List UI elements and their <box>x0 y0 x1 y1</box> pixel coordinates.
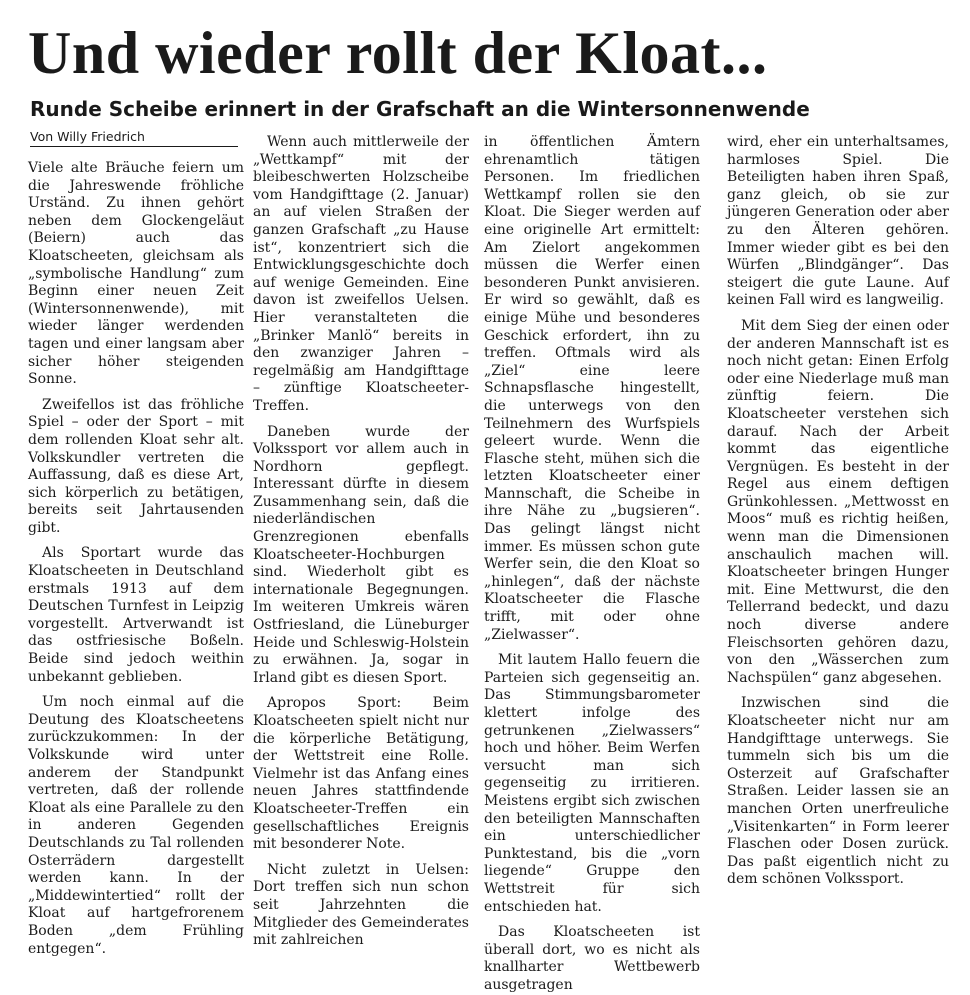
paragraph: Mit lautem Hallo feuern die Parteien sich gegenseitig an. Das Stimmungsbarometer klettert infolge des getrunkenen „Zielwassers“ hoch und höher. Beim Werfen versucht man sich gegenseitig zu irritieren. Meistens ergibt sich zwischen den beteiligten Mannschaften ein unterschiedlicher Punktestand, bis die „vorn liegende“ Gruppe den Wettstreit für sich entschieden hat. <box>484 652 700 915</box>
paragraph: wird, eher ein unterhaltsames, harmloses Spiel. Die Beteiligten haben ihren Spaß, ganz gleich, ob sie zur jüngeren Generation oder aber zu den Älteren gehören. Immer wieder gibt es bei den Würfen „Blindgänger“. Das steigert die gute Laune. Auf keinen Fall wird es langweilig. <box>727 134 949 309</box>
paragraph: Nicht zuletzt in Uelsen: Dort treffen sich nun schon seit Jahrzehnten die Mitglieder des Gemeinderates mit zahlreichen <box>253 861 469 949</box>
paragraph: Wenn auch mittlerweile der „Wettkampf“ mit der bleibeschwerten Holzscheibe vom Handgifttage (2. Januar) an auf vielen Straßen der ganzen Grafschaft „zu Hause ist“, konzentriert sich die Entwicklungsgeschichte doch auf wenige Gemeinden. Eine davon ist zweifellos Uelsen. Hier veranstalteten die „Brinker Manlö“ bereits in den zwanziger Jahren – regelmäßig am Handgifttage – zünftige Kloatscheeter-Treffen. <box>253 134 469 414</box>
paragraph: Das Kloatscheeten ist überall dort, wo es nicht als knallharter Wettbewerb ausgetragen <box>484 924 700 993</box>
paragraph: Als Sportart wurde das Kloatscheeten in Deutschland erstmals 1913 auf dem Deutschen Turnfest in Leipzig vorgestellt. Artverwandt ist das ostfriesische Boßeln. Beide sind jedoch weithin unbekannt geblieben. <box>28 545 244 685</box>
article-column-3 <box>484 134 700 993</box>
paragraph: Um noch einmal auf die Deutung des Kloatscheetens zurückzukommen: In der Volkskunde wird unter anderem der Standpunkt vertreten, daß der rollende Kloat als eine Parallele zu den in anderen Gegenden Deutschlands zu Tal rollenden Osterrädern dargestellt werden kann. In der „Middewintertied“ rollt der Kloat auf hartgefrorenem Boden „dem Frühling entgegen“. <box>28 694 244 957</box>
article-byline: Von Willy Friedrich <box>30 129 238 147</box>
paragraph: Daneben wurde der Volkssport vor allem auch in Nordhorn gepflegt. Interessant dürfte in diesem Zusammenhang sein, daß die niederländischen Grenzregionen ebenfalls Kloatscheeter-Hochburgen sind. Wiederholt gibt es internationale Begegnungen. Im weiteren Umkreis wären Ostfriesland, die Lüneburger Heide und Schleswig-Holstein zu erwähnen. Ja, sogar in Irland gibt es diesen Sport. <box>253 423 469 686</box>
article-column-2 <box>253 134 469 949</box>
article-subheadline: Runde Scheibe erinnert in der Grafschaft an die Wintersonnenwende <box>30 97 810 121</box>
article-column-1 <box>28 160 244 957</box>
paragraph: Viele alte Bräuche feiern um die Jahreswende fröhliche Urständ. Zu ihnen gehört neben dem Glockengeläut (Beiern) auch das Kloatscheeten, gleichsam als „symbolische Handlung“ zum Beginn einer neuen Zeit (Wintersonnenwende), mit wieder länger werdenden tagen und einer langsam aber sicher höher steigenden Sonne. <box>28 160 244 388</box>
article-column-4 <box>727 134 949 888</box>
paragraph: in öffentlichen Ämtern ehrenamtlich tätigen Personen. Im friedlichen Wettkampf rollen sie den Kloat. Die Sieger werden auf eine originelle Art ermittelt: Am Zielort angekommen müssen die Werfer einen besonderen Punkt anvisieren. Er wird so gewählt, daß es einige Mühe und besonderes Geschick erfordert, ihn zu treffen. Oftmals wird als „Ziel“ eine leere Schnapsflasche hingestellt, die unterwegs von den Teilnehmern des Wurfspiels geleert wurde. Wenn die Flasche steht, mühen sich die letzten Kloatscheeter einer Mannschaft, die Scheibe in ihre Nähe zu „bugsieren“. Das gelingt längst nicht immer. Es müssen schon gute Werfer sein, die den Kloat so „hinlegen“, daß der nächste Kloatscheeter die Flasche trifft, mit oder ohne „Zielwasser“. <box>484 134 700 643</box>
paragraph: Mit dem Sieg der einen oder der anderen Mannschaft ist es noch nicht getan: Einen Erfolg oder eine Niederlage muß man zünftig feiern. Die Kloatscheeter verstehen sich darauf. Nach der Arbeit kommt das eigentliche Vergnügen. Es besteht in der Regel aus einem deftigen Grünkohlessen. „Mettwosst en Moos“ muß es richtig heißen, wenn man die Dimensionen anschaulich machen will. Kloatscheeter bringen Hunger mit. Eine Mettwurst, die den Tellerrand bedeckt, und dazu noch diverse andere Fleischsorten gehören dazu, von den „Wässerchen zum Nachspülen“ ganz abgesehen. <box>727 317 949 686</box>
paragraph: Zweifellos ist das fröhliche Spiel – oder der Sport – mit dem rollenden Kloat sehr alt. Volkskundler vertreten die Auffassung, daß es diese Art, sich körperlich zu betätigen, bereits seit Jahrtausenden gibt. <box>28 396 244 536</box>
article-headline: Und wieder rollt der Kloat... <box>28 20 768 86</box>
paragraph: Inzwischen sind die Kloatscheeter nicht nur am Handgifttage unterwegs. Sie tummeln sich bis um die Osterzeit auf Grafschafter Straßen. Leider lassen sie an manchen Orten unerfreuliche „Visitenkarten“ in Form leerer Flaschen oder Dosen zurück. Das paßt eigentlich nicht zu dem schönen Volkssport. <box>727 695 949 888</box>
paragraph: Apropos Sport: Beim Kloatscheeten spielt nicht nur die körperliche Betätigung, der Wettstreit eine Rolle. Vielmehr ist das Anfang eines neuen Jahres stattfindende Kloatscheeter-Treffen ein gesellschaftliches Ereignis mit besonderer Note. <box>253 695 469 853</box>
